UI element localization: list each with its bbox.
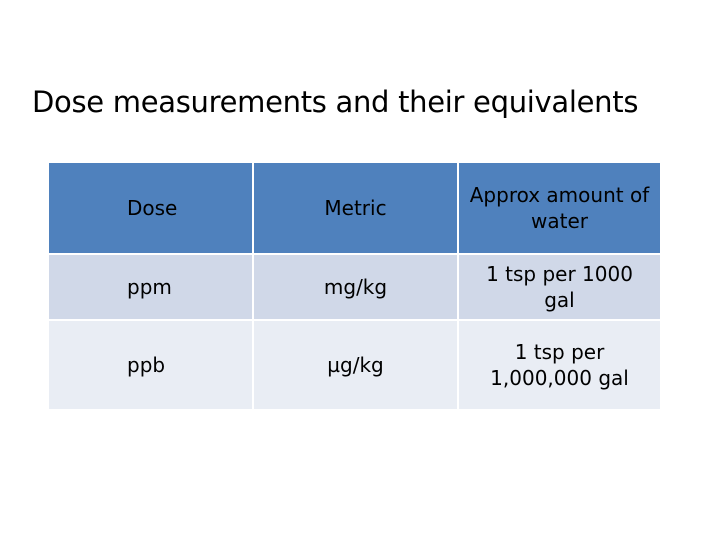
header-metric: Metric (253, 162, 458, 254)
cell-approx-water: 1 tsp per 1,000,000 gal (458, 320, 661, 410)
cell-dose: ppb (48, 320, 253, 410)
table-row (48, 320, 661, 410)
header-dose: Dose (48, 162, 253, 254)
cell-dose: ppm (48, 254, 253, 320)
dose-table (47, 161, 662, 411)
cell-metric: mg/kg (253, 254, 458, 320)
cell-approx-water: 1 tsp per 1000 gal (458, 254, 661, 320)
table-header (48, 162, 661, 254)
slide-title: Dose measurements and their equivalents (32, 85, 639, 119)
table-header-row (48, 162, 661, 254)
cell-metric: µg/kg (253, 320, 458, 410)
table-body (48, 254, 661, 410)
table-row (48, 254, 661, 320)
header-approx-water: Approx amount of water (458, 162, 661, 254)
